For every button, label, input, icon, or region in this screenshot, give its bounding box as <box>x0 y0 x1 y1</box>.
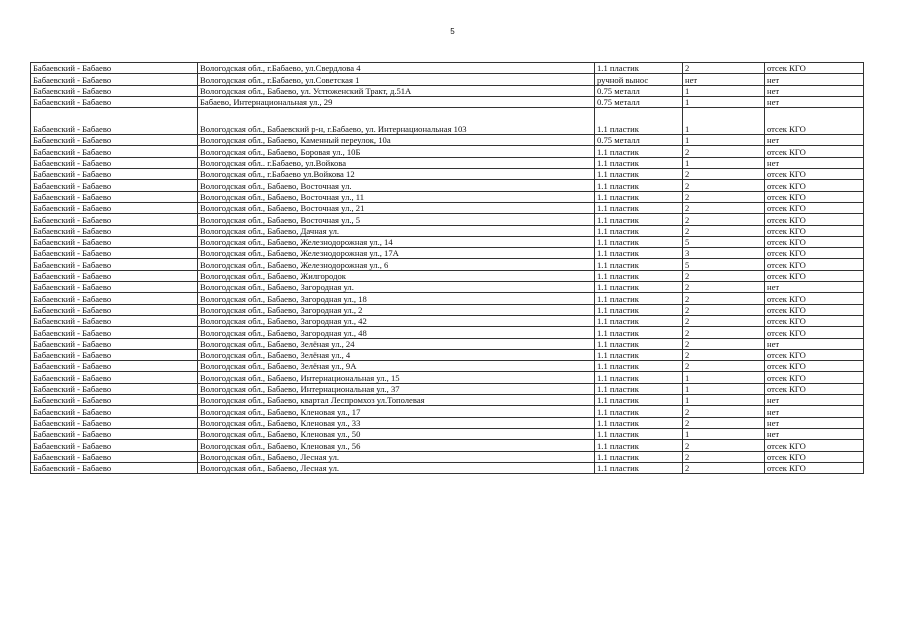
container-type-cell: 1.1 пластик <box>595 108 683 135</box>
district-cell: Бабаевский - Бабаево <box>31 338 198 349</box>
kgo-compartment-cell: отсек КГО <box>765 315 864 326</box>
address-cell: Вологодская обл., Бабаево, Зелёная ул., 4 <box>198 349 595 360</box>
table-body <box>31 63 864 474</box>
container-count-cell: 2 <box>683 462 765 473</box>
address-cell: Вологодская обл., Бабаево, Загородная ул., 18 <box>198 293 595 304</box>
container-count-cell: 1 <box>683 135 765 146</box>
district-cell: Бабаевский - Бабаево <box>31 214 198 225</box>
table-row <box>31 169 864 180</box>
address-cell: Вологодская обл., г.Бабаево, ул.Свердлова 4 <box>198 63 595 74</box>
table-row <box>31 191 864 202</box>
district-cell: Бабаевский - Бабаево <box>31 383 198 394</box>
district-cell: Бабаевский - Бабаево <box>31 135 198 146</box>
container-type-cell: 1.1 пластик <box>595 191 683 202</box>
kgo-compartment-cell: отсек КГО <box>765 248 864 259</box>
district-cell: Бабаевский - Бабаево <box>31 74 198 85</box>
address-cell: Вологодская обл., Бабаево, Кленовая ул., 56 <box>198 440 595 451</box>
container-type-cell: 1.1 пластик <box>595 225 683 236</box>
kgo-compartment-cell: отсек КГО <box>765 236 864 247</box>
kgo-compartment-cell: отсек КГО <box>765 191 864 202</box>
container-type-cell: 1.1 пластик <box>595 214 683 225</box>
container-type-cell: 1.1 пластик <box>595 304 683 315</box>
kgo-compartment-cell: отсек КГО <box>765 383 864 394</box>
kgo-compartment-cell: отсек КГО <box>765 372 864 383</box>
address-cell: Вологодская обл., г.Бабаево, ул.Советская 1 <box>198 74 595 85</box>
kgo-compartment-cell: отсек КГО <box>765 180 864 191</box>
kgo-compartment-cell: отсек КГО <box>765 270 864 281</box>
container-type-cell: 1.1 пластик <box>595 282 683 293</box>
table-row <box>31 327 864 338</box>
container-count-cell: 2 <box>683 225 765 236</box>
table-row <box>31 63 864 74</box>
container-count-cell: 2 <box>683 146 765 157</box>
container-type-cell: ручной вынос <box>595 74 683 85</box>
address-cell: Вологодская обл., Бабаево, Зелёная ул., 9А <box>198 361 595 372</box>
container-type-cell: 1.1 пластик <box>595 440 683 451</box>
table-row <box>31 395 864 406</box>
table-row <box>31 428 864 439</box>
container-type-cell: 1.1 пластик <box>595 372 683 383</box>
container-type-cell: 1.1 пластик <box>595 270 683 281</box>
container-count-cell: 1 <box>683 96 765 107</box>
table-row <box>31 248 864 259</box>
kgo-compartment-cell: отсек КГО <box>765 293 864 304</box>
kgo-compartment-cell: нет <box>765 338 864 349</box>
district-cell: Бабаевский - Бабаево <box>31 108 198 135</box>
table-row <box>31 282 864 293</box>
district-cell: Бабаевский - Бабаево <box>31 451 198 462</box>
district-cell: Бабаевский - Бабаево <box>31 248 198 259</box>
address-cell: Бабаево, Интернациональная ул., 29 <box>198 96 595 107</box>
container-count-cell: 2 <box>683 270 765 281</box>
district-cell: Бабаевский - Бабаево <box>31 169 198 180</box>
address-cell: Вологодская обл., Бабаево, квартал Леспромхоз ул.Тополевая <box>198 395 595 406</box>
address-cell: Вологодская обл., Бабаево, Загородная ул. <box>198 282 595 293</box>
container-type-cell: 0.75 металл <box>595 85 683 96</box>
address-cell: Вологодская обл., Бабаево, Восточная ул., 21 <box>198 202 595 213</box>
address-cell: Вологодская обл., Бабаево, Железнодорожная ул., 14 <box>198 236 595 247</box>
container-type-cell: 1.1 пластик <box>595 327 683 338</box>
district-cell: Бабаевский - Бабаево <box>31 293 198 304</box>
address-cell: Вологодская обл., Бабаевский р-н, г.Бабаево, ул. Интернациональная 103 <box>198 108 595 135</box>
container-count-cell: 1 <box>683 372 765 383</box>
kgo-compartment-cell: нет <box>765 282 864 293</box>
container-type-cell: 1.1 пластик <box>595 428 683 439</box>
container-type-cell: 1.1 пластик <box>595 169 683 180</box>
table-row <box>31 146 864 157</box>
container-type-cell: 1.1 пластик <box>595 406 683 417</box>
address-cell: Вологодская обл., Бабаево, Каменный переулок, 10а <box>198 135 595 146</box>
address-cell: Вологодская обл., Бабаево, Железнодорожная ул., 17А <box>198 248 595 259</box>
kgo-compartment-cell: отсек КГО <box>765 462 864 473</box>
district-cell: Бабаевский - Бабаево <box>31 462 198 473</box>
district-cell: Бабаевский - Бабаево <box>31 85 198 96</box>
container-type-cell: 1.1 пластик <box>595 248 683 259</box>
table-row <box>31 383 864 394</box>
kgo-compartment-cell: отсек КГО <box>765 327 864 338</box>
table-row <box>31 361 864 372</box>
address-cell: Вологодская обл., Бабаево, Восточная ул. <box>198 180 595 191</box>
district-cell: Бабаевский - Бабаево <box>31 225 198 236</box>
address-cell: Вологодская обл., Бабаево, Дачная ул. <box>198 225 595 236</box>
container-type-cell: 1.1 пластик <box>595 293 683 304</box>
container-count-cell: 2 <box>683 451 765 462</box>
district-cell: Бабаевский - Бабаево <box>31 372 198 383</box>
kgo-compartment-cell: отсек КГО <box>765 169 864 180</box>
table-row <box>31 440 864 451</box>
container-count-cell: 1 <box>683 428 765 439</box>
kgo-compartment-cell: отсек КГО <box>765 214 864 225</box>
address-cell: Вологодская обл., Бабаево, Лесная ул. <box>198 462 595 473</box>
container-count-cell: 1 <box>683 395 765 406</box>
container-count-cell: 2 <box>683 202 765 213</box>
container-type-cell: 0.75 металл <box>595 135 683 146</box>
district-cell: Бабаевский - Бабаево <box>31 146 198 157</box>
address-cell: Вологодская обл., Бабаево, Зелёная ул., 24 <box>198 338 595 349</box>
container-count-cell: 2 <box>683 338 765 349</box>
kgo-compartment-cell: нет <box>765 395 864 406</box>
container-type-cell: 1.1 пластик <box>595 383 683 394</box>
container-count-cell: 1 <box>683 157 765 168</box>
container-count-cell: 2 <box>683 417 765 428</box>
container-count-cell: нет <box>683 74 765 85</box>
district-cell: Бабаевский - Бабаево <box>31 259 198 270</box>
address-cell: Вологодская обл., г.Бабаево ул.Войкова 12 <box>198 169 595 180</box>
address-cell: Вологодская обл., Бабаево, Железнодорожная ул., 6 <box>198 259 595 270</box>
district-cell: Бабаевский - Бабаево <box>31 349 198 360</box>
district-cell: Бабаевский - Бабаево <box>31 236 198 247</box>
kgo-compartment-cell: отсек КГО <box>765 146 864 157</box>
district-cell: Бабаевский - Бабаево <box>31 417 198 428</box>
kgo-compartment-cell: отсек КГО <box>765 63 864 74</box>
container-type-cell: 1.1 пластик <box>595 462 683 473</box>
kgo-compartment-cell: отсек КГО <box>765 259 864 270</box>
address-cell: Вологодская обл., Бабаево, Кленовая ул., 50 <box>198 428 595 439</box>
kgo-compartment-cell: отсек КГО <box>765 349 864 360</box>
kgo-compartment-cell: нет <box>765 85 864 96</box>
table-row <box>31 225 864 236</box>
address-cell: Вологодская обл., Бабаево, Кленовая ул., 17 <box>198 406 595 417</box>
table-row <box>31 74 864 85</box>
kgo-compartment-cell: нет <box>765 74 864 85</box>
container-count-cell: 2 <box>683 315 765 326</box>
kgo-compartment-cell: нет <box>765 406 864 417</box>
table-row <box>31 304 864 315</box>
address-cell: Вологодская обл.. г.Бабаево, ул.Войкова <box>198 157 595 168</box>
container-count-cell: 2 <box>683 304 765 315</box>
kgo-compartment-cell: нет <box>765 96 864 107</box>
kgo-compartment-cell: отсек КГО <box>765 225 864 236</box>
kgo-compartment-cell: отсек КГО <box>765 451 864 462</box>
container-count-cell: 2 <box>683 214 765 225</box>
container-count-cell: 1 <box>683 85 765 96</box>
address-cell: Вологодская обл., Бабаево, ул. Устюженский Тракт, д.51А <box>198 85 595 96</box>
container-type-cell: 0.75 металл <box>595 96 683 107</box>
district-cell: Бабаевский - Бабаево <box>31 191 198 202</box>
container-type-cell: 1.1 пластик <box>595 63 683 74</box>
address-cell: Вологодская обл., Бабаево, Интернациональная ул., 15 <box>198 372 595 383</box>
district-cell: Бабаевский - Бабаево <box>31 180 198 191</box>
table-row <box>31 157 864 168</box>
district-cell: Бабаевский - Бабаево <box>31 440 198 451</box>
container-count-cell: 1 <box>683 383 765 394</box>
container-count-cell: 2 <box>683 406 765 417</box>
address-cell: Вологодская обл., Бабаево, Восточная ул., 5 <box>198 214 595 225</box>
container-type-cell: 1.1 пластик <box>595 315 683 326</box>
container-type-cell: 1.1 пластик <box>595 451 683 462</box>
container-count-cell: 2 <box>683 440 765 451</box>
container-type-cell: 1.1 пластик <box>595 146 683 157</box>
container-count-cell: 2 <box>683 282 765 293</box>
kgo-compartment-cell: нет <box>765 135 864 146</box>
kgo-compartment-cell: нет <box>765 428 864 439</box>
kgo-compartment-cell: отсек КГО <box>765 108 864 135</box>
address-cell: Вологодская обл., Бабаево, Боровая ул., 10Б <box>198 146 595 157</box>
table-row <box>31 85 864 96</box>
kgo-compartment-cell: нет <box>765 417 864 428</box>
container-type-cell: 1.1 пластик <box>595 180 683 191</box>
table-row <box>31 462 864 473</box>
kgo-compartment-cell: нет <box>765 157 864 168</box>
district-cell: Бабаевский - Бабаево <box>31 157 198 168</box>
district-cell: Бабаевский - Бабаево <box>31 202 198 213</box>
table-row <box>31 135 864 146</box>
district-cell: Бабаевский - Бабаево <box>31 96 198 107</box>
container-type-cell: 1.1 пластик <box>595 395 683 406</box>
container-type-cell: 1.1 пластик <box>595 349 683 360</box>
district-cell: Бабаевский - Бабаево <box>31 315 198 326</box>
district-cell: Бабаевский - Бабаево <box>31 63 198 74</box>
container-count-cell: 2 <box>683 191 765 202</box>
table-row <box>31 108 864 135</box>
district-cell: Бабаевский - Бабаево <box>31 428 198 439</box>
container-count-cell: 2 <box>683 361 765 372</box>
container-type-cell: 1.1 пластик <box>595 259 683 270</box>
table-row <box>31 96 864 107</box>
address-cell: Вологодская обл., Бабаево, Загородная ул., 2 <box>198 304 595 315</box>
table-row <box>31 202 864 213</box>
container-count-cell: 2 <box>683 63 765 74</box>
table-row <box>31 180 864 191</box>
kgo-compartment-cell: отсек КГО <box>765 361 864 372</box>
table-row <box>31 236 864 247</box>
district-cell: Бабаевский - Бабаево <box>31 395 198 406</box>
district-cell: Бабаевский - Бабаево <box>31 304 198 315</box>
table-row <box>31 417 864 428</box>
district-cell: Бабаевский - Бабаево <box>31 361 198 372</box>
district-cell: Бабаевский - Бабаево <box>31 282 198 293</box>
page-number: 5 <box>450 27 455 36</box>
container-count-cell: 2 <box>683 327 765 338</box>
container-type-cell: 1.1 пластик <box>595 361 683 372</box>
container-count-cell: 5 <box>683 259 765 270</box>
container-type-cell: 1.1 пластик <box>595 338 683 349</box>
address-cell: Вологодская обл., Бабаево, Загородная ул., 42 <box>198 315 595 326</box>
container-count-cell: 3 <box>683 248 765 259</box>
table-row <box>31 338 864 349</box>
district-cell: Бабаевский - Бабаево <box>31 270 198 281</box>
address-cell: Вологодская обл., Бабаево, Восточная ул., 11 <box>198 191 595 202</box>
district-cell: Бабаевский - Бабаево <box>31 327 198 338</box>
kgo-compartment-cell: отсек КГО <box>765 202 864 213</box>
kgo-compartment-cell: отсек КГО <box>765 440 864 451</box>
container-count-cell: 1 <box>683 108 765 135</box>
table-row <box>31 451 864 462</box>
table-row <box>31 315 864 326</box>
container-type-cell: 1.1 пластик <box>595 202 683 213</box>
container-count-cell: 2 <box>683 169 765 180</box>
address-cell: Вологодская обл., Бабаево, Загородная ул., 48 <box>198 327 595 338</box>
address-cell: Вологодская обл., Бабаево, Интернациональная ул., 37 <box>198 383 595 394</box>
table-row <box>31 406 864 417</box>
address-cell: Вологодская обл., Бабаево, Жилгородок <box>198 270 595 281</box>
address-cell: Вологодская обл., Бабаево, Лесная ул. <box>198 451 595 462</box>
container-type-cell: 1.1 пластик <box>595 157 683 168</box>
table-row <box>31 293 864 304</box>
table-row <box>31 372 864 383</box>
container-type-cell: 1.1 пластик <box>595 236 683 247</box>
table-row <box>31 214 864 225</box>
district-cell: Бабаевский - Бабаево <box>31 406 198 417</box>
container-count-cell: 5 <box>683 236 765 247</box>
container-type-cell: 1.1 пластик <box>595 417 683 428</box>
table-row <box>31 259 864 270</box>
container-sites-table <box>30 62 864 474</box>
kgo-compartment-cell: отсек КГО <box>765 304 864 315</box>
table-row <box>31 270 864 281</box>
table-row <box>31 349 864 360</box>
container-count-cell: 2 <box>683 349 765 360</box>
container-count-cell: 2 <box>683 293 765 304</box>
address-cell: Вологодская обл., Бабаево, Кленовая ул., 33 <box>198 417 595 428</box>
container-count-cell: 2 <box>683 180 765 191</box>
